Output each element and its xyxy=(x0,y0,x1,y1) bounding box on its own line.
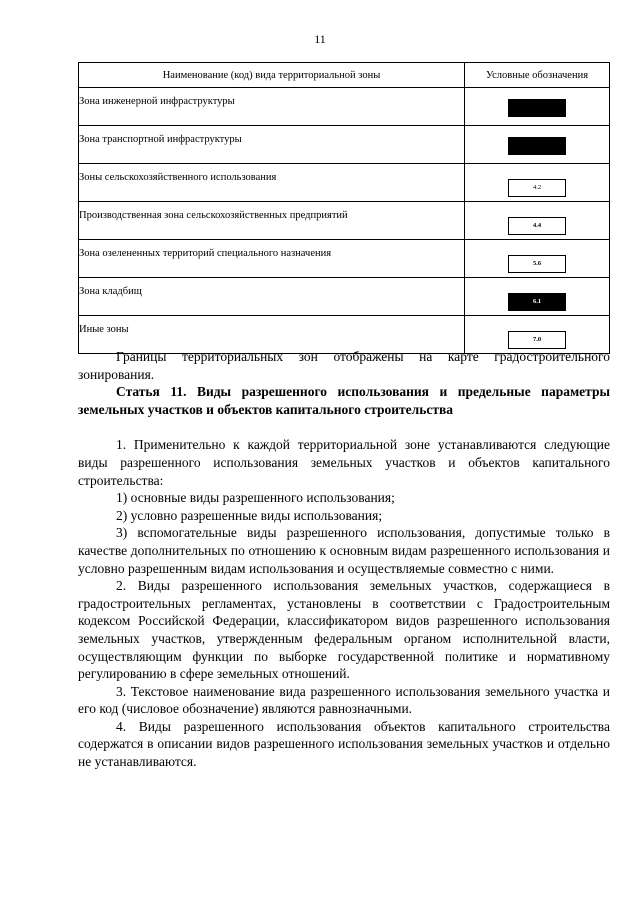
zone-symbol-cell xyxy=(465,240,610,278)
table-row xyxy=(79,126,610,164)
header-zone-name: Наименование (код) вида территориальной зоны xyxy=(79,63,465,88)
paragraph-3: 3. Текстовое наименование вида разрешенного использования земельного участка и его код (числовое обозначение) являются равнозначными. xyxy=(78,683,610,717)
paragraph-1: 1. Применительно к каждой территориальной зоне устанавливаются следующие виды разрешенного использования земельных участков и объектов капитального строительства: xyxy=(78,437,610,488)
zone-name: Зона озелененных территорий специального назначения xyxy=(79,240,465,278)
zone-symbol-swatch xyxy=(508,137,566,155)
zone-name: Производственная зона сельскохозяйственных предприятий xyxy=(79,202,465,240)
table-row xyxy=(79,202,610,240)
zone-symbol-cell xyxy=(465,278,610,316)
paragraph-2: 2. Виды разрешенного использования земельных участков, содержащиеся в градостроительных регламентах, установлены в соответствии с Градостроительным кодексом Российской Федерации, классификатором видов разрешенного использования земельных участков, утвержденным федеральным органом исполнительной власти, осуществляющим функции по выборке государственной политике и нормативному регулированию в сфере земельных отношений. xyxy=(78,578,610,682)
table-header-row xyxy=(79,63,610,88)
zone-symbol-cell xyxy=(465,88,610,126)
zone-symbol-swatch: 5.6 xyxy=(508,255,566,273)
table-row xyxy=(79,164,610,202)
table-row xyxy=(79,240,610,278)
list-item-2: 2) условно разрешенные виды использования; xyxy=(116,507,383,523)
zone-symbol-swatch: 6.1 xyxy=(508,293,566,311)
zone-symbol-swatch xyxy=(508,99,566,117)
paragraph-4: 4. Виды разрешенного использования объектов капитального строительства содержатся в описании видов разрешенного использования земельных участков и отдельно не устанавливаются. xyxy=(78,718,610,770)
zone-name: Зона транспортной инфраструктуры xyxy=(79,126,465,164)
zone-name: Иные зоны xyxy=(79,316,465,354)
list-item-3: 3) вспомогательные виды разрешенного использования, допустимые только в качестве дополнительных по отношению к основным видам разрешенного использования и условно разрешенным видам использования и осуществляемые совместно с ними. xyxy=(78,525,610,576)
zones-table xyxy=(78,62,610,354)
zone-name: Зоны сельскохозяйственного использования xyxy=(79,164,465,202)
zone-symbol-swatch: 4.2 xyxy=(508,179,566,197)
zone-symbol-cell xyxy=(465,126,610,164)
article-heading: Статья 11. Виды разрешенного использования и предельные параметры земельных участков и объектов капитального строительства xyxy=(78,384,610,417)
document-body xyxy=(78,348,610,771)
header-symbols: Условные обозначения xyxy=(465,63,610,88)
zone-symbol-cell xyxy=(465,202,610,240)
zone-symbol-cell xyxy=(465,164,610,202)
table-row xyxy=(79,88,610,126)
zone-symbol-swatch: 7.0 xyxy=(508,331,566,349)
table-row xyxy=(79,278,610,316)
page-number: 11 xyxy=(314,32,326,46)
zone-symbol-swatch: 4.4 xyxy=(508,217,566,235)
zone-name: Зона инженерной инфраструктуры xyxy=(79,88,465,126)
borders-note: Границы территориальных зон отображены на карте градостроительного зонирования. xyxy=(78,349,610,382)
zone-name: Зона кладбищ xyxy=(79,278,465,316)
list-item-1: 1) основные виды разрешенного использования; xyxy=(116,490,395,506)
